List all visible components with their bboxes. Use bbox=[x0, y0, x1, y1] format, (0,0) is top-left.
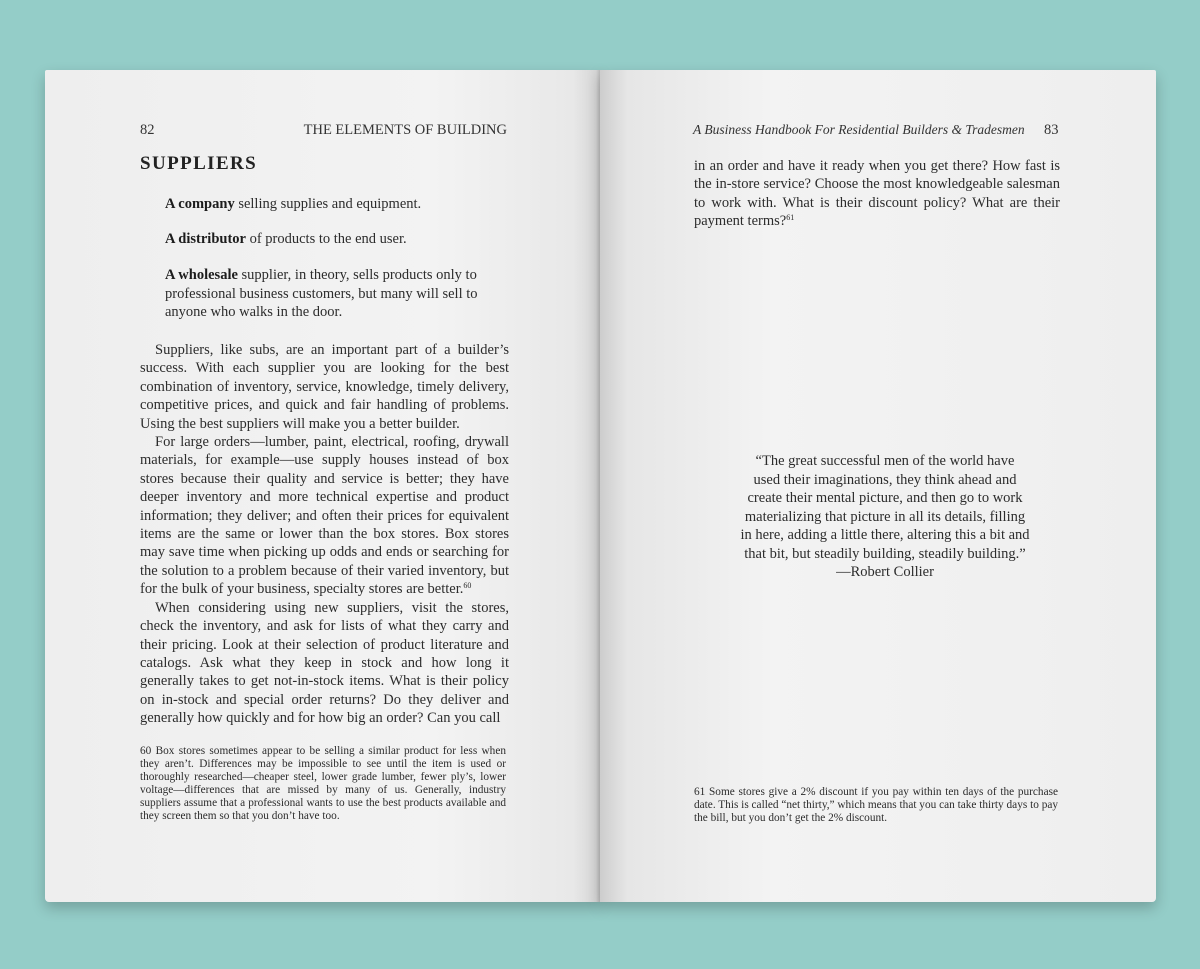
definition-company bbox=[165, 195, 505, 214]
body-text-right bbox=[694, 157, 1060, 231]
quote-attribution: —Robert Collier bbox=[836, 564, 934, 580]
quote-line: “The great successful men of the world have bbox=[755, 453, 1015, 469]
body-text-left bbox=[140, 341, 509, 728]
paragraph-text: When considering using new suppliers, visit the stores, check the inventory, and ask for lists of what they carry and their pricing. Look at their selection of product literature and catalogs. Ask what they keep in stock and how long it generally takes to get not-in-stock items. What is their policy on in-stock and special order returns? Do they deliver and generally how quickly and for how big an order? Can you call bbox=[140, 599, 509, 727]
body-paragraph bbox=[140, 433, 509, 599]
definition-term: A company bbox=[165, 196, 235, 212]
footnote-60: 60 Box stores sometimes appear to be selling a similar product for less when they aren’t. Differences may be impossible to see until the item is used or thoroughly researched—cheaper steel, lower grade lumber, fewer ply’s, lower voltage—differences that are missed by many of us. Generally, industry suppliers assume that a professional wants to use the best products available and they screen them so that you don’t have too. bbox=[140, 745, 506, 822]
paragraph-text: Suppliers, like subs, are an important part of a builder’s success. With each supplier you are looking for the best combination of inventory, service, knowledge, timely delivery, competitive prices, and quick and fair handling of problems. Using the best suppliers will make you a better builder. bbox=[140, 342, 509, 432]
quote-line: in here, adding a little there, altering this a bit and bbox=[740, 527, 1030, 543]
page-number-left: 82 bbox=[140, 122, 155, 138]
body-paragraph bbox=[140, 341, 509, 433]
body-paragraph bbox=[694, 157, 1060, 231]
definition-term: A wholesale bbox=[165, 267, 238, 283]
definition-text: supplier, in theory, sells products only to professional business customers, but many will sell to anyone who walks in the door. bbox=[165, 267, 478, 320]
running-head-right: A Business Handbook For Residential Builders & Tradesmen bbox=[693, 122, 1025, 137]
paragraph-text: in an order and have it ready when you get there? How fast is the in-store service? Choose the most knowledgeable salesman to work with. What is their discount policy? What are their payment terms? bbox=[694, 158, 1060, 230]
definition-wholesale bbox=[165, 266, 505, 322]
quote-line: used their imaginations, they think ahead and bbox=[753, 471, 1017, 488]
definition-text: of products to the end user. bbox=[245, 231, 407, 247]
quote-line: materializing that picture in all its details, filling bbox=[744, 508, 1026, 525]
epigraph-quote bbox=[710, 452, 1060, 582]
body-paragraph bbox=[140, 599, 509, 728]
right-page bbox=[600, 70, 1156, 902]
page-number-right: 83 bbox=[1044, 122, 1059, 138]
quote-line: create their mental picture, and then go to work bbox=[747, 490, 1023, 506]
running-head-left: THE ELEMENTS OF BUILDING bbox=[303, 122, 507, 138]
footnote-ref: 60 bbox=[463, 581, 472, 591]
footnote-61: 61 Some stores give a 2% discount if you pay within ten days of the purchase date. This is called “net thirty,” which means that you can take thirty days to pay the bill, but you don’t get the 2% discount. bbox=[694, 786, 1058, 824]
paragraph-text: For large orders—lumber, paint, electrical, roofing, drywall materials, for example—use supply houses instead of box stores because their quality and service is better; they have deeper inventory and more technical expertise and product information; they deliver; and often their prices for equivalent items are the same or lower than the box stores. Box stores may save time when picking up odds and ends or searching for the solution to a problem because of their varied inventory, but for the bulk of your business, specialty stores are better. bbox=[140, 434, 509, 598]
section-heading: SUPPLIERS bbox=[140, 153, 258, 174]
left-page bbox=[45, 70, 601, 902]
footnote-ref: 61 bbox=[786, 213, 795, 223]
definition-distributor bbox=[165, 230, 505, 249]
definition-text: selling supplies and equipment. bbox=[234, 196, 422, 212]
definition-term: A distributor bbox=[165, 231, 246, 247]
quote-line: that bit, but steadily building, steadily building.” bbox=[744, 545, 1026, 562]
